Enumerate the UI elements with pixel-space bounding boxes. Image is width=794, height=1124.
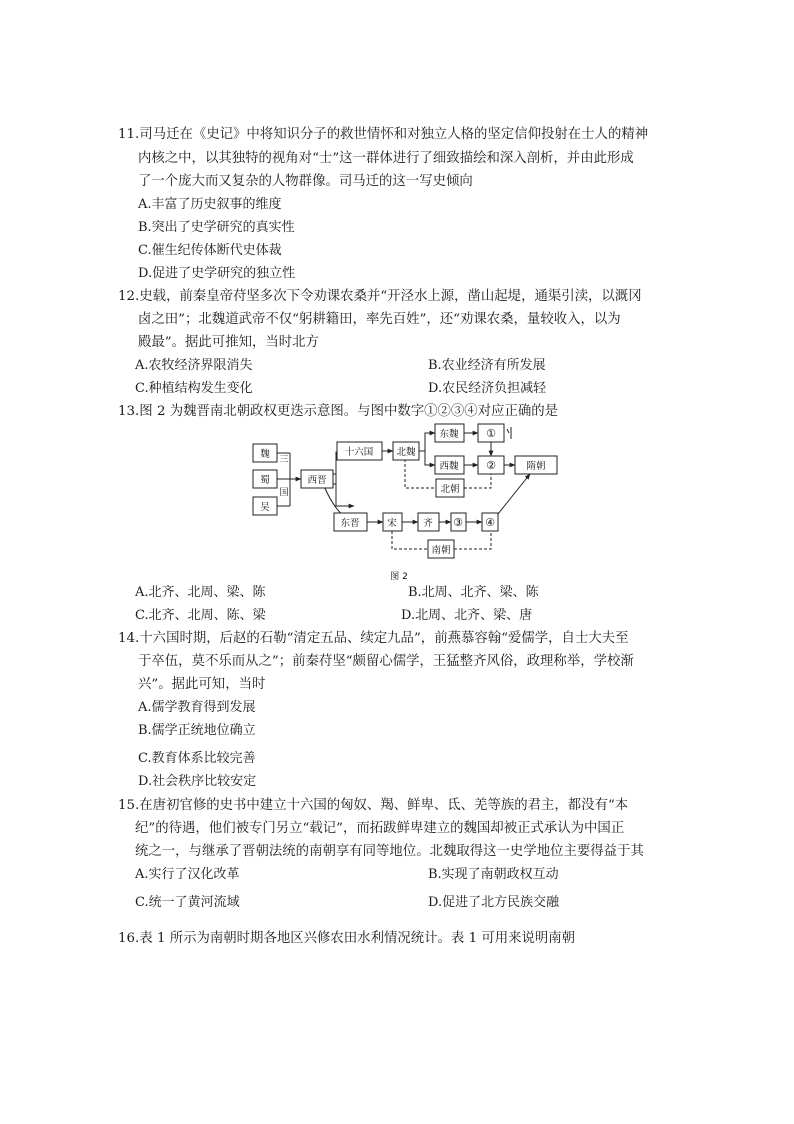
- q16-stem: 16.表 1 所示为南朝时期各地区兴修农田水利情况统计。表 1 可用来说明南朝: [118, 931, 576, 946]
- q14-option-d: D.社会秩序比较安定: [138, 774, 257, 789]
- q15-option-b: B.实现了南朝政权互动: [428, 867, 559, 882]
- q12-option-b: B.农业经济有所发展: [428, 358, 546, 373]
- q12-option-c: C.种植结构发生变化: [135, 381, 253, 396]
- node-qi: 齐: [423, 518, 433, 529]
- q11-option-c: C.催生纪传体断代史体裁: [138, 243, 282, 258]
- q12-option-a: A.农牧经济界限消失: [135, 358, 253, 373]
- q14-option-c: C.教育体系比较完善: [138, 751, 256, 766]
- q11-option-b: B.突出了史学研究的真实性: [138, 220, 295, 235]
- node-xijin: 西晋: [307, 475, 327, 486]
- q15-stem-line2: 纪”的待遇，他们被专门另立“载记”，而拓跋鲜卑建立的魏国却被正式承认为中国正: [135, 821, 625, 836]
- q12-option-d: D.农民经济负担减轻: [428, 381, 547, 396]
- q11-stem-line1: 11.司马迁在《史记》中将知识分子的救世情怀和对独立人格的坚定信仰投射在士人的精神: [118, 127, 649, 142]
- node-wei: 魏: [260, 449, 270, 460]
- q14-stem-line1: 14.十六国时期，后赵的石勒“清定五品、续定九品”，前燕慕容翰“爱儒学，自士大夫至: [118, 631, 629, 646]
- q15-stem-line3: 统之一，与继承了晋朝法统的南朝享有同等地位。北魏取得这一史学地位主要得益于其: [135, 844, 644, 859]
- q12-stem-line3: 殿最”。据此可推知，当时北方: [138, 335, 319, 350]
- node-circle-2: ②: [486, 459, 496, 472]
- q15-option-d: D.促进了北方民族交融: [428, 895, 560, 910]
- q11-stem-line3: 了一个庞大而又复杂的人物群像。司马迁的这一写史倾向: [138, 174, 473, 189]
- node-dongwei: 东魏: [439, 429, 459, 440]
- q13-stem: 13.图 2 为魏晋南北朝政权更迭示意图。与图中数字①②③④对应正确的是: [118, 404, 559, 419]
- q15-option-a: A.实行了汉化改革: [135, 867, 240, 882]
- q12-stem-line2: 卤之田”；北魏道武帝不仅“躬耕籍田，率先百姓”，还“劝课农桑，量较收入，以为: [138, 312, 621, 327]
- node-circle-1: ①: [486, 427, 496, 440]
- node-beiwei: 北魏: [396, 447, 416, 458]
- node-suichao: 隋朝: [526, 461, 546, 472]
- q13-option-d: D.北周、北齐、梁、唐: [401, 608, 533, 623]
- node-beichao: 北朝: [440, 484, 460, 495]
- node-song: 宋: [387, 518, 397, 529]
- node-wu: 吴: [260, 502, 270, 513]
- node-circle-4: ④: [485, 516, 495, 529]
- node-circle-3: ③: [453, 516, 463, 529]
- node-nanchao: 南朝: [431, 545, 451, 556]
- node-xiwei: 西魏: [439, 461, 459, 472]
- node-shiliuguo: 十六国: [344, 447, 374, 458]
- q14-stem-line3: 兴”。据此可知，当时: [138, 677, 266, 692]
- q14-option-b: B.儒学正统地位确立: [138, 723, 256, 738]
- q11-option-a: A.丰富了历史叙事的维度: [138, 197, 282, 212]
- q15-option-c: C.统一了黄河流域: [135, 895, 240, 910]
- dynasty-flow-diagram: [240, 418, 560, 584]
- q14-option-a: A.儒学教育得到发展: [138, 700, 256, 715]
- q14-stem-line2: 于卒伍，莫不乐而从之”；前秦苻坚“颇留心儒学，王猛整齐风俗，政理称举，学校渐: [138, 654, 634, 669]
- node-dongjin: 东晋: [340, 518, 360, 529]
- q11-stem-line2: 内核之中，以其独特的视角对“士”这一群体进行了细致描绘和深入剖析，并由此形成: [138, 151, 634, 166]
- q13-option-c: C.北齐、北周、陈、梁: [135, 608, 266, 623]
- figure-caption: 图 2: [390, 572, 408, 582]
- node-sanguo-2: 国: [279, 488, 289, 498]
- q15-stem-line1: 15.在唐初官修的史书中建立十六国的匈奴、羯、鲜卑、氐、羌等族的君主，都没有“本: [118, 798, 629, 813]
- q13-option-a: A.北齐、北周、梁、陈: [135, 585, 266, 600]
- q11-option-d: D.促进了史学研究的独立性: [138, 266, 296, 281]
- node-sanguo-1: 三: [279, 455, 289, 465]
- q13-option-b: B.北周、北齐、梁、陈: [408, 585, 539, 600]
- node-shu: 蜀: [260, 475, 270, 486]
- q12-stem-line1: 12.史载，前秦皇帝苻坚多次下令劝课农桑并“开泾水上源，凿山起堤，通渠引渎，以溉冈: [118, 289, 642, 304]
